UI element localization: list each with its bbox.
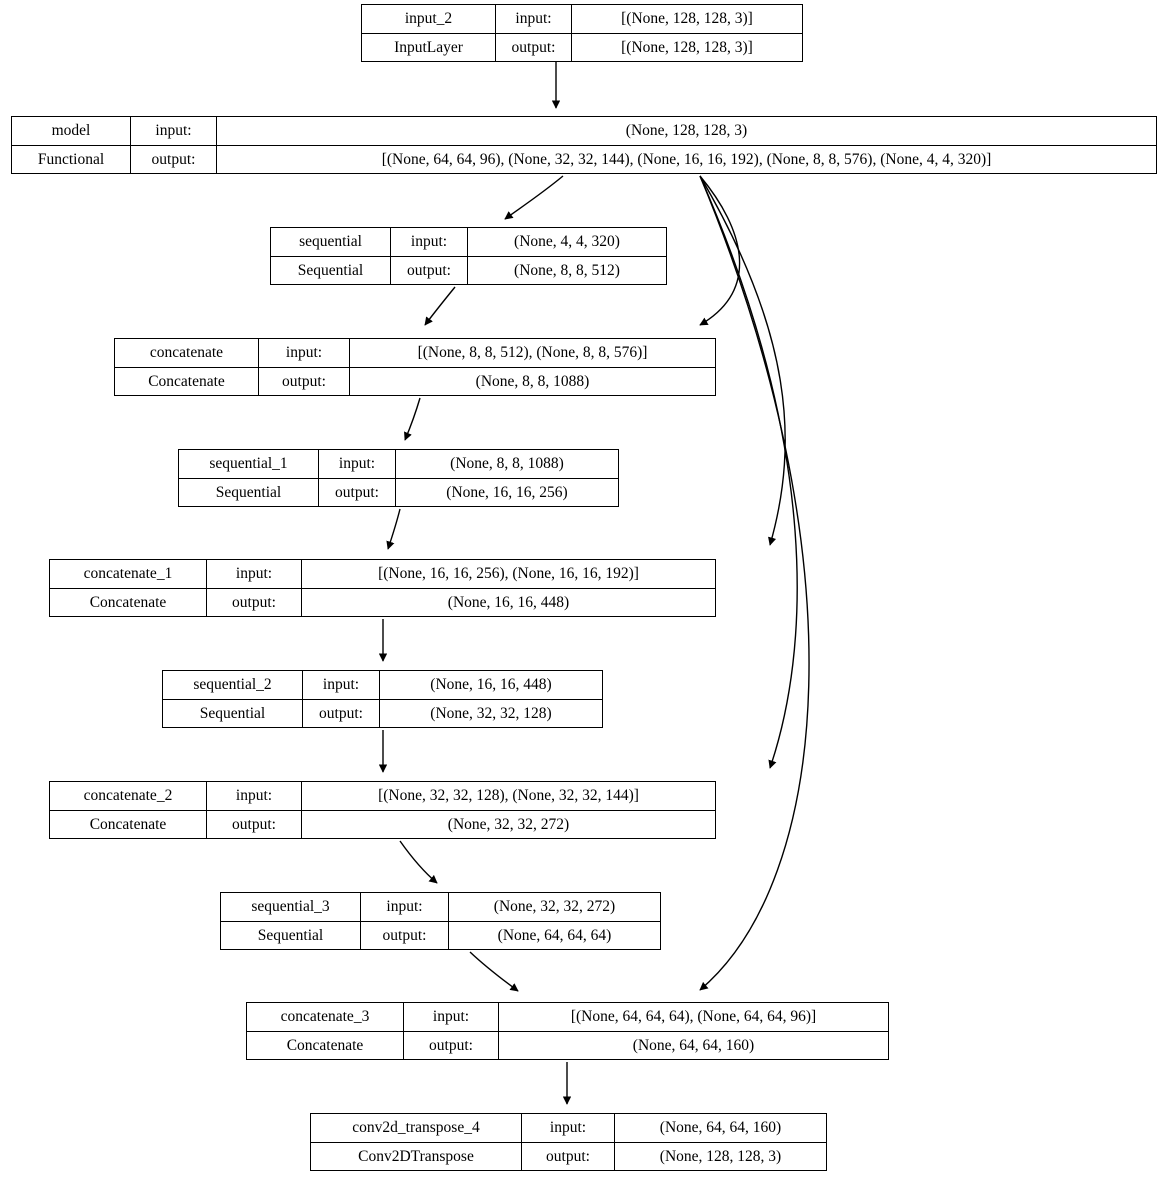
graph-node-model bbox=[11, 116, 1157, 174]
node-row-output bbox=[115, 368, 715, 396]
graph-node-concatenate_2 bbox=[49, 781, 716, 839]
node-output-shape: (None, 8, 8, 512) bbox=[514, 261, 620, 279]
node-input-label: input: bbox=[207, 782, 302, 810]
node-output-label: output: bbox=[496, 34, 572, 62]
node-row-input bbox=[163, 671, 602, 700]
node-class: Sequential bbox=[163, 700, 303, 728]
node-row-input bbox=[271, 228, 666, 257]
node-output-label: output: bbox=[391, 257, 468, 285]
edge-concatenate_2-to-sequential_3 bbox=[400, 841, 437, 883]
node-input-shape: (None, 32, 32, 272) bbox=[493, 898, 616, 915]
node-row-output bbox=[12, 146, 1156, 174]
graph-node-sequential_3 bbox=[220, 892, 661, 950]
node-input-label: input: bbox=[207, 560, 302, 588]
graph-node-conv2d_transpose_4 bbox=[310, 1113, 827, 1171]
node-output-label: output: bbox=[319, 479, 396, 507]
node-row-input bbox=[115, 339, 715, 368]
node-row-input bbox=[247, 1003, 888, 1032]
graph-node-concatenate_1 bbox=[49, 559, 716, 617]
node-class: Conv2DTranspose bbox=[311, 1143, 522, 1171]
node-row-output bbox=[50, 589, 715, 617]
node-class: Functional bbox=[12, 146, 131, 174]
node-name: concatenate_1 bbox=[50, 560, 207, 588]
node-class: Concatenate bbox=[50, 811, 207, 839]
node-output-label: output: bbox=[404, 1032, 499, 1060]
edge-concatenate-to-sequential_1 bbox=[405, 398, 420, 440]
graph-node-input_2 bbox=[361, 4, 803, 62]
node-output-shape: (None, 64, 64, 160) bbox=[632, 1036, 755, 1054]
node-class: InputLayer bbox=[362, 34, 496, 62]
node-input-shape: [(None, 64, 64, 64), (None, 64, 64, 96)] bbox=[570, 1008, 817, 1025]
node-class: Concatenate bbox=[247, 1032, 404, 1060]
node-output-shape: (None, 8, 8, 1088) bbox=[475, 372, 590, 390]
node-row-output bbox=[221, 922, 660, 950]
node-input-shape: (None, 128, 128, 3) bbox=[625, 122, 748, 139]
node-name: input_2 bbox=[362, 5, 496, 33]
node-row-output bbox=[247, 1032, 888, 1060]
node-input-label: input: bbox=[131, 117, 217, 145]
node-output-label: output: bbox=[522, 1143, 615, 1171]
node-name: sequential bbox=[271, 228, 391, 256]
node-row-output bbox=[163, 700, 602, 728]
node-output-shape: (None, 16, 16, 256) bbox=[446, 483, 568, 501]
graph-node-sequential_2 bbox=[162, 670, 603, 728]
node-class: Concatenate bbox=[115, 368, 259, 396]
node-output-shape: [(None, 128, 128, 3)] bbox=[621, 38, 753, 56]
node-row-input bbox=[12, 117, 1156, 146]
graph-node-sequential_1 bbox=[178, 449, 619, 507]
node-input-label: input: bbox=[496, 5, 572, 33]
node-output-shape: (None, 16, 16, 448) bbox=[447, 593, 570, 611]
node-row-input bbox=[50, 560, 715, 589]
node-row-input bbox=[179, 450, 618, 479]
edge-sequential_1-to-concatenate_1 bbox=[388, 509, 400, 549]
edge-model-to-concatenate_2 bbox=[700, 176, 797, 768]
node-class: Sequential bbox=[271, 257, 391, 285]
node-output-label: output: bbox=[303, 700, 380, 728]
edge-model-to-sequential bbox=[505, 176, 563, 219]
node-row-output bbox=[271, 257, 666, 285]
node-name: conv2d_transpose_4 bbox=[311, 1114, 522, 1142]
node-output-label: output: bbox=[131, 146, 217, 174]
node-input-label: input: bbox=[303, 671, 380, 699]
node-name: sequential_3 bbox=[221, 893, 361, 921]
graph-node-sequential bbox=[270, 227, 667, 285]
node-input-label: input: bbox=[259, 339, 350, 367]
edge-model-to-concatenate bbox=[700, 176, 740, 325]
node-row-input bbox=[221, 893, 660, 922]
node-row-output bbox=[50, 811, 715, 839]
node-input-shape: (None, 8, 8, 1088) bbox=[450, 455, 564, 472]
node-input-shape: [(None, 16, 16, 256), (None, 16, 16, 192)] bbox=[378, 565, 639, 582]
graph-node-concatenate_3 bbox=[246, 1002, 889, 1060]
node-class: Sequential bbox=[179, 479, 319, 507]
node-name: sequential_2 bbox=[163, 671, 303, 699]
node-row-input bbox=[362, 5, 802, 34]
node-class: Sequential bbox=[221, 922, 361, 950]
node-row-input bbox=[311, 1114, 826, 1143]
node-input-label: input: bbox=[361, 893, 449, 921]
node-class: Concatenate bbox=[50, 589, 207, 617]
node-row-output bbox=[362, 34, 802, 62]
edge-sequential-to-concatenate bbox=[425, 287, 455, 325]
node-input-shape: (None, 16, 16, 448) bbox=[430, 676, 552, 693]
node-input-label: input: bbox=[404, 1003, 499, 1031]
edge-sequential_3-to-concatenate_3 bbox=[470, 952, 518, 991]
node-input-shape: (None, 64, 64, 160) bbox=[659, 1119, 782, 1136]
node-input-label: input: bbox=[391, 228, 468, 256]
node-input-shape: [(None, 8, 8, 512), (None, 8, 8, 576)] bbox=[417, 344, 648, 361]
node-row-output bbox=[311, 1143, 826, 1171]
node-output-shape: [(None, 64, 64, 96), (None, 32, 32, 144), (None, 16, 16, 192), (None, 8, 8, 576), (None, 4, 4, 320)] bbox=[381, 150, 992, 168]
node-output-label: output: bbox=[207, 589, 302, 617]
node-name: model bbox=[12, 117, 131, 145]
node-name: concatenate_3 bbox=[247, 1003, 404, 1031]
graph-node-concatenate bbox=[114, 338, 716, 396]
node-output-label: output: bbox=[207, 811, 302, 839]
node-name: concatenate_2 bbox=[50, 782, 207, 810]
node-output-label: output: bbox=[361, 922, 449, 950]
node-output-shape: (None, 32, 32, 128) bbox=[430, 704, 552, 722]
node-output-shape: (None, 64, 64, 64) bbox=[497, 926, 612, 944]
node-row-input bbox=[50, 782, 715, 811]
node-row-output bbox=[179, 479, 618, 507]
node-input-label: input: bbox=[319, 450, 396, 478]
node-input-shape: [(None, 128, 128, 3)] bbox=[621, 10, 753, 27]
node-input-shape: (None, 4, 4, 320) bbox=[514, 233, 620, 250]
node-output-label: output: bbox=[259, 368, 350, 396]
node-output-shape: (None, 32, 32, 272) bbox=[447, 815, 570, 833]
node-name: concatenate bbox=[115, 339, 259, 367]
edge-model-to-concatenate_3 bbox=[700, 176, 809, 990]
node-name: sequential_1 bbox=[179, 450, 319, 478]
node-input-shape: [(None, 32, 32, 128), (None, 32, 32, 144)] bbox=[378, 787, 639, 804]
node-input-label: input: bbox=[522, 1114, 615, 1142]
node-output-shape: (None, 128, 128, 3) bbox=[659, 1147, 782, 1165]
